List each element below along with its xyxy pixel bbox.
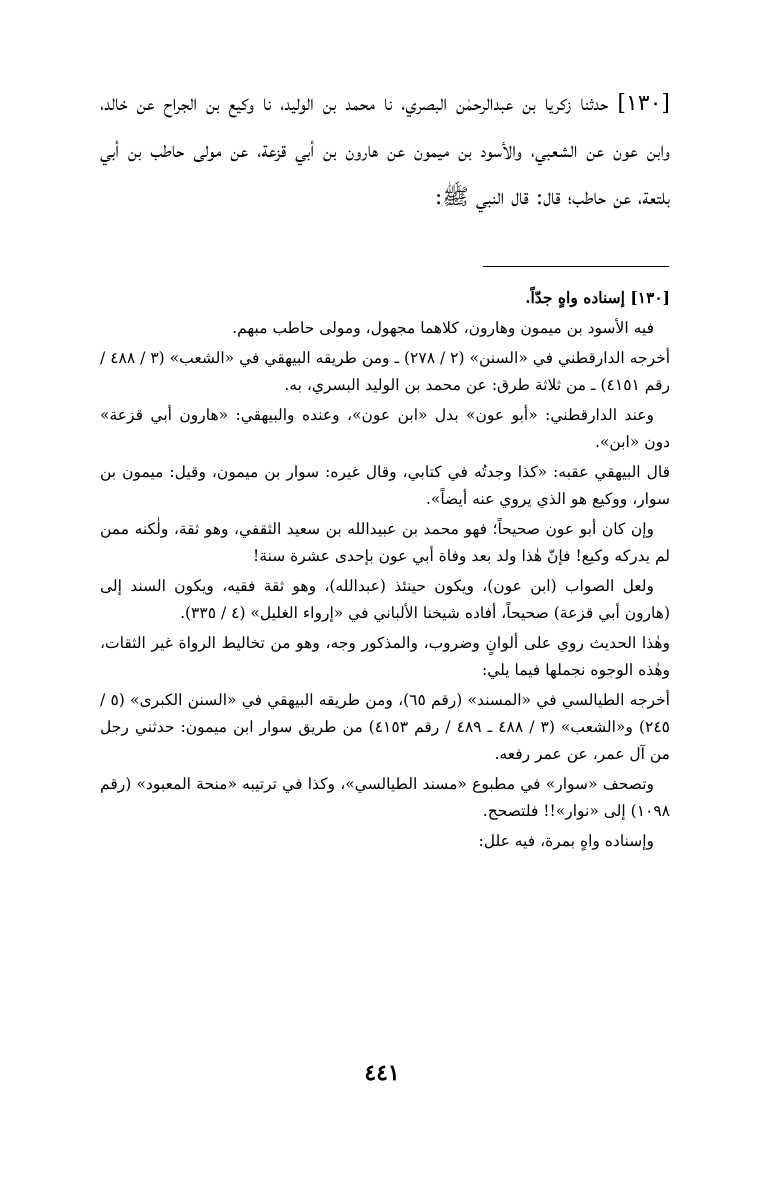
footnote-paragraph: وهٰذا الحديث روي على ألوانٍ وضروب، والمذكور وجه، وهو من تخاليط الرواة غير الثقات، وهٰذه الوجوه نجملها فيما يلي: [100, 634, 670, 679]
footnote-paragraph: أخرجه الطيالسي في «المسند» (رقم ٦٥)، ومن طريقه البيهقي في «السنن الكبرى» (٥ / ٢٤٥) و«الشعب» (٣ / ٤٨٨ ـ ٤٨٩ / رقم ٤١٥٣) من طريق سوار ابن ميمون: حدثني رجل من آل عمر، عن عمر رفعه. [100, 691, 670, 763]
hadith-text-block [100, 80, 670, 221]
footnote-paragraph: ولعل الصواب (ابن عون)، ويكون حينئذ (عبدالله)، وهو ثقة فقيه، ويكون السند إلى (هارون أبي قزعة) صحيحاً، أفاده شيخنا الألباني في «إرواء الغليل» (٤ / ٣٣٥). [100, 577, 670, 622]
footnote-paragraph: وتصحف «سوار» في مطبوع «مسند الطيالسي»، وكذا في ترتيبه «منحة المعبود» (رقم ١٠٩٨) إلى «نوار»!! فلتصحح. [100, 775, 670, 820]
footnotes [100, 284, 670, 858]
hadith-text: [١٣٠] حدثنا زكريا بن عبدالرحمٰن البصري، نا محمد بن الوليد، نا وكيع بن الجراح عن خالد، وابن عون عن الشعبي، والأسود بن ميمون عن هارون بن أبي قزعة، عن مولى حاطب بن أبي بلتعة، عن حاطب؛ قال: قال النبي ﷺ: [100, 91, 670, 210]
page-number: ٤٤١ [364, 1060, 400, 1086]
footnote-paragraph: قال البيهقي عقبه: «كذا وجدتُه في كتابي، وقال غيره: سوار بن ميمون، وقيل: ميمون بن سوار، ووكيع هو الذي يروي عنه أيضاً». [100, 463, 670, 508]
footnote-paragraph: وإن كان أبو عون صحيحاً؛ فهو محمد بن عبيدالله بن سعيد الثقفي، وهو ثقة، ولٰكنه ممن لم يدركه وكيع! فإنّ هٰذا ولد بعد وفاة أبي عون بإحدى عشرة سنة! [100, 520, 670, 565]
footnote-heading: [١٣٠] إسناده واهٍ جدّاً. [525, 288, 670, 307]
footnote-paragraph: فيه الأسود بن ميمون وهارون، كلاهما مجهول، ومولى حاطب مبهم. [232, 319, 654, 337]
footnote-paragraph: أخرجه الدارقطني في «السنن» (٢ / ٢٧٨) ـ ومن طريقه البيهقي في «الشعب» (٣ / ٤٨٨ / رقم ٤١٥١) ـ من ثلاثة طرق: عن محمد بن الوليد البسري، به. [100, 349, 671, 394]
footnote-divider [483, 266, 669, 267]
footnote-paragraph: وعند الدارقطني: «أبو عون» بدل «ابن عون»، وعنده والبيهقي: «هارون أبي قزعة» دون «ابن». [100, 406, 670, 451]
footnote-paragraph: وإسناده واهٍ بمرة، فيه علل: [478, 832, 654, 850]
